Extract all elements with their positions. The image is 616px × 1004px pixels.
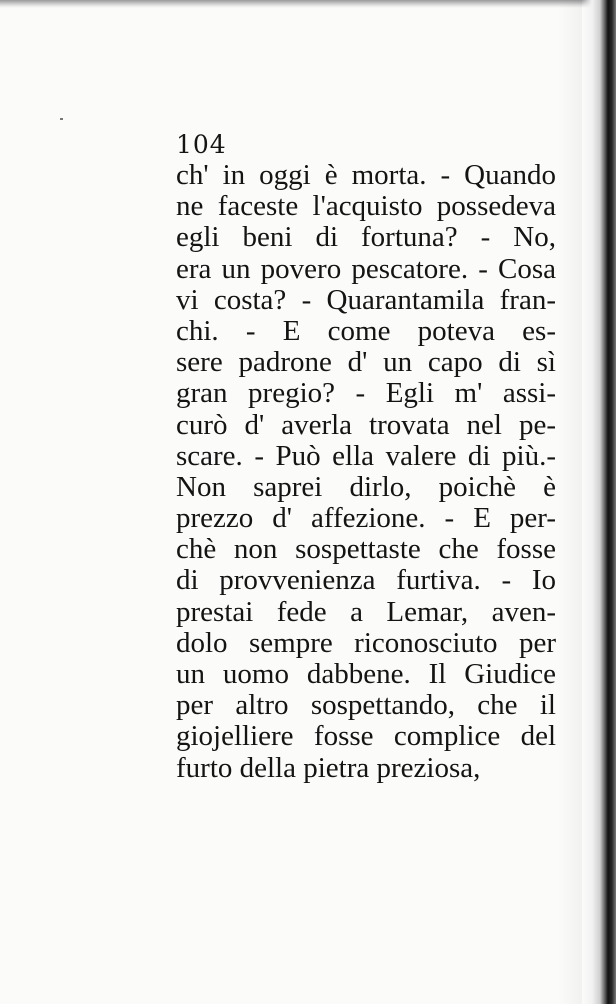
gutter-shadow — [558, 0, 582, 1004]
text-line: chi. - E come poteva es- — [176, 314, 556, 347]
text-line: di provvenienza furtiva. - Io — [176, 564, 556, 597]
text-line: scare. - Può ella valere di più.- — [176, 439, 556, 472]
page-top-edge — [0, 0, 616, 8]
text-line: giojelliere fosse complice del — [176, 720, 556, 753]
text-line: era un povero pescatore. - Cosa — [176, 252, 556, 285]
text-line: chè non sospettaste che fosse — [176, 533, 556, 566]
page-number: 104 — [176, 130, 227, 159]
paper-speck — [60, 118, 63, 120]
text-line: un uomo dabbene. Il Giudice — [176, 658, 556, 690]
text-line: ch' in oggi è morta. - Quando — [176, 159, 556, 191]
text-line: Non saprei dirlo, poichè è — [176, 470, 556, 503]
text-line: gran pregio? - Egli m' assi- — [176, 377, 556, 410]
text-line: dolo sempre riconosciuto per — [176, 626, 556, 659]
text-line: egli beni di fortuna? - No, — [176, 221, 556, 254]
text-line: curò d' averla trovata nel pe- — [176, 408, 556, 441]
book-spine-edge — [582, 0, 616, 1004]
text-line: sere padrone d' un capo di sì — [176, 346, 556, 379]
text-line: furto della pietra preziosa, — [176, 751, 481, 784]
text-line: prezzo d' affezione. - E per- — [176, 502, 556, 535]
text-line: prestai fede a Lemar, aven- — [176, 595, 556, 628]
text-line: ne faceste l'acquisto possedeva — [176, 190, 556, 223]
text-line: vi costa? - Quarantamila fran- — [176, 283, 556, 316]
text-line: per altro sospettando, che il — [176, 689, 556, 722]
body-text — [176, 160, 556, 784]
